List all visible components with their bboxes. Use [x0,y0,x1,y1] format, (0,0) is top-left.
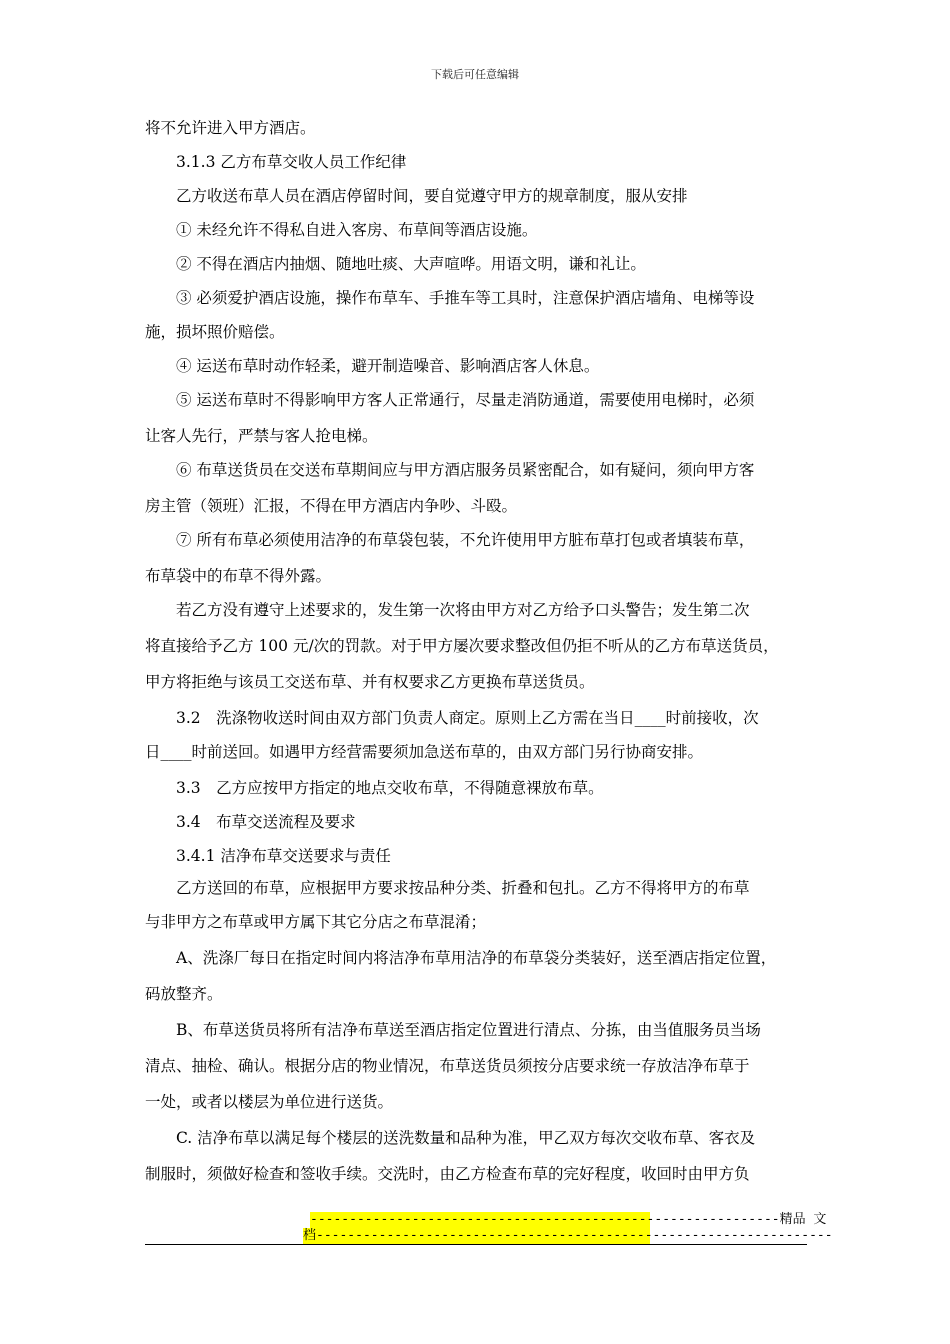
text-line: 让客人先行，严禁与客人抢电梯。 [145,427,378,445]
text-line: 制服时，须做好检查和签收手续。交洗时，由乙方检查布草的完好程度，收回时由甲方负 [145,1165,750,1183]
text-line: 清点、抽检、确认。根据分店的物业情况，布草送货员须按分店要求统一存放洁净布草于 [145,1057,750,1075]
text-line: 与非甲方之布草或甲方属下其它分店之布草混淆； [145,913,487,931]
text-line: 3.2 洗涤物收送时间由双方部门负责人商定。原则上乙方需在当日____时前接收，次 [176,709,759,727]
text-line: 将不允许进入甲方酒店。 [145,119,316,137]
text-line: 码放整齐。 [145,985,223,1003]
text-line: 房主管（领班）汇报，不得在甲方酒店内争吵、斗殴。 [145,497,518,515]
text-line: B、布草送货员将所有洁净布草送至酒店指定位置进行清点、分拣，由当值服务员当场 [176,1021,761,1039]
footer-watermark-line1: ------------------------------------------------------------精品 文 [310,1212,827,1227]
text-line: ⑤ 运送布草时不得影响甲方客人正常通行，尽量走消防通道，需要使用电梯时，必须 [176,391,755,409]
text-line: ⑦ 所有布草必须使用洁净的布草袋包装，不允许使用甲方脏布草打包或者填装布草， [176,531,755,549]
text-line: 日____时前送回。如遇甲方经营需要须加急送布草的，由双方部门另行协商安排。 [145,743,704,761]
text-line: A、洗涤厂每日在指定时间内将洁净布草用洁净的布草袋分类装好，送至酒店指定位置， [176,949,777,967]
text-line: 将直接给予乙方 100 元/次的罚款。对于甲方屡次要求整改但仍拒不听从的乙方布草送货员， [145,637,779,655]
text-line: 若乙方没有遵守上述要求的，发生第一次将由甲方对乙方给予口头警告；发生第二次 [176,601,750,619]
text-line: 3.3 乙方应按甲方指定的地点交收布草，不得随意裸放布草。 [176,779,604,797]
text-line: 一处，或者以楼层为单位进行送货。 [145,1093,394,1111]
text-line: 3.4.1 洁净布草交送要求与责任 [176,847,391,865]
text-line: ⑥ 布草送货员在交送布草期间应与甲方酒店服务员紧密配合，如有疑问，须向甲方客 [176,461,755,479]
text-line: 施，损坏照价赔偿。 [145,323,285,341]
text-line: ① 未经允许不得私自进入客房、布草间等酒店设施。 [176,221,538,239]
text-line: 乙方收送布草人员在酒店停留时间，要自觉遵守甲方的规章制度，服从安排 [176,187,688,205]
page-header: 下载后可任意编辑 [431,68,519,81]
text-line: C. 洁净布草以满足每个楼层的送洗数量和品种为准，甲乙双方每次交收布草、客衣及 [176,1129,756,1147]
text-line: 布草袋中的布草不得外露。 [145,567,332,585]
footer-watermark-line2: 档------------------------------------------------------------------ [303,1228,833,1243]
text-line: ④ 运送布草时动作轻柔，避开制造噪音、影响酒店客人休息。 [176,357,600,375]
text-line: ③ 必须爱护酒店设施，操作布草车、手推车等工具时，注意保护酒店墙角、电梯等设 [176,289,755,307]
text-line: 甲方将拒绝与该员工交送布草、并有权要求乙方更换布草送货员。 [145,673,595,691]
footer-divider [145,1244,807,1245]
text-line: 乙方送回的布草，应根据甲方要求按品种分类、折叠和包扎。乙方不得将甲方的布草 [176,879,750,897]
text-line: 3.1.3 乙方布草交收人员工作纪律 [176,153,407,171]
text-line: ② 不得在酒店内抽烟、随地吐痰、大声喧哗。用语文明，谦和礼让。 [176,255,646,273]
text-line: 3.4 布草交送流程及要求 [176,813,356,831]
